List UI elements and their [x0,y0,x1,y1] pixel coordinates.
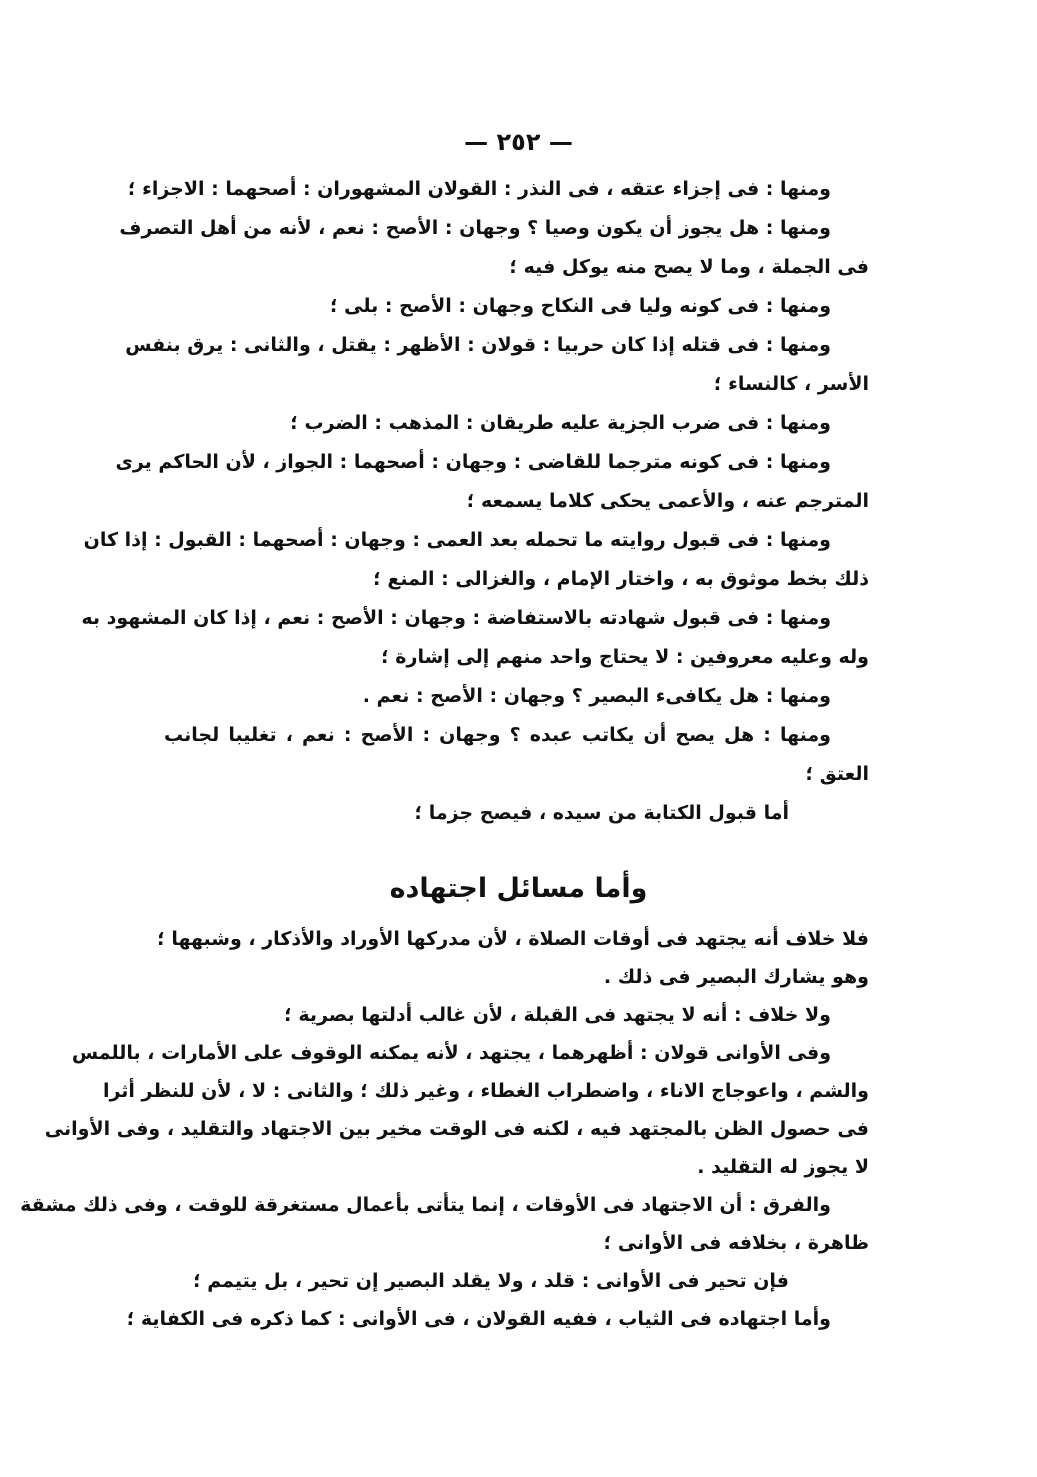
text-line: ومنها : فى قتله إذا كان حربيا : قولان : الأظهر : يقتل ، والثانى : يرق بنفس [125,334,831,356]
text-line: لا يجوز له التقليد . [697,1156,869,1178]
text-line: ظاهرة ، بخلافه فى الأوانى ؛ [603,1232,869,1254]
text-line: أما قبول الكتابة من سيده ، فيصح جزما ؛ [414,802,789,824]
text-line: العتق ؛ [805,763,869,785]
text-line: الأسر ، كالنساء ؛ [713,373,869,395]
text-line: فإن تحير فى الأوانى : قلد ، ولا يقلد البصير إن تحير ، بل يتيمم ؛ [193,1270,789,1292]
text-line: وله وعليه معروفين : لا يحتاج واحد منهم إلى إشارة ؛ [381,646,869,668]
text-line: المترجم عنه ، والأعمى يحكى كلاما يسمعه ؛ [466,490,869,512]
text-line: ومنها : فى كونه مترجما للقاضى : وجهان : أصحهما : الجواز ، لأن الحاكم يرى [115,451,831,473]
text-block-1 [81,170,869,833]
text-line: وفى الأوانى قولان : أظهرهما ، يجتهد ، لأنه يمكنه الوقوف على الأمارات ، باللمس [71,1042,831,1064]
text-line: ومنها : فى قبول شهادته بالاستفاضة : وجهان : الأصح : نعم ، إذا كان المشهود به [81,607,831,629]
text-line: ومنها : هل يصح أن يكاتب عبده ؟ وجهان : الأصح : نعم ، تغليبا لجانب [164,724,831,746]
text-line: والفرق : أن الاجتهاد فى الأوقات ، إنما يتأتى بأعمال مستغرقة للوقت ، وفى ذلك مشقة [20,1194,831,1216]
text-line: والشم ، واعوجاج الاناء ، واضطراب الغطاء ، وغير ذلك ؛ والثانى : لا ، لأن للنظر أثرا [102,1080,869,1102]
text-line: وأما اجتهاده فى الثياب ، ففيه القولان ، فى الأوانى : كما ذكره فى الكفاية ؛ [126,1308,831,1330]
text-line: وهو يشارك البصير فى ذلك . [603,966,869,988]
text-line: ومنها : فى ضرب الجزية عليه طريقان : المذهب : الضرب ؛ [290,412,831,434]
section-heading: وأما مسائل اجتهاده [389,873,648,904]
text-line: ومنها : هل يكافىء البصير ؟ وجهان : الأصح : نعم . [362,685,831,707]
text-line: ذلك بخط موثوق به ، واختار الإمام ، والغزالى : المنع ؛ [373,568,869,590]
text-line: ومنها : فى كونه وليا فى النكاح وجهان : الأصح : بلى ؛ [329,295,831,317]
text-line: ومنها : فى إجزاء عتقه ، فى النذر : القولان المشهوران : أصحهما : الاجزاء ؛ [127,178,831,200]
text-line: ومنها : هل يجوز أن يكون وصيا ؟ وجهان : الأصح : نعم ، لأنه من أهل التصرف [119,217,831,239]
text-line: فى الجملة ، وما لا يصح منه يوكل فيه ؛ [509,256,869,278]
text-line: ومنها : فى قبول روايته ما تحمله بعد العمى : وجهان : أصحهما : القبول : إذا كان [83,529,831,551]
text-line: ولا خلاف : أنه لا يجتهد فى القبلة ، لأن غالب أدلتها بصرية ؛ [284,1004,831,1026]
text-line: فى حصول الظن بالمجتهد فيه ، لكنه فى الوقت مخير بين الاجتهاد والتقليد ، وفى الأوانى [44,1118,869,1140]
page-number: — ٢٥٢ — [464,128,573,156]
text-block-2 [20,920,869,1338]
text-line: فلا خلاف أنه يجتهد فى أوقات الصلاة ، لأن مدركها الأوراد والأذكار ، وشبهها ؛ [157,928,869,950]
